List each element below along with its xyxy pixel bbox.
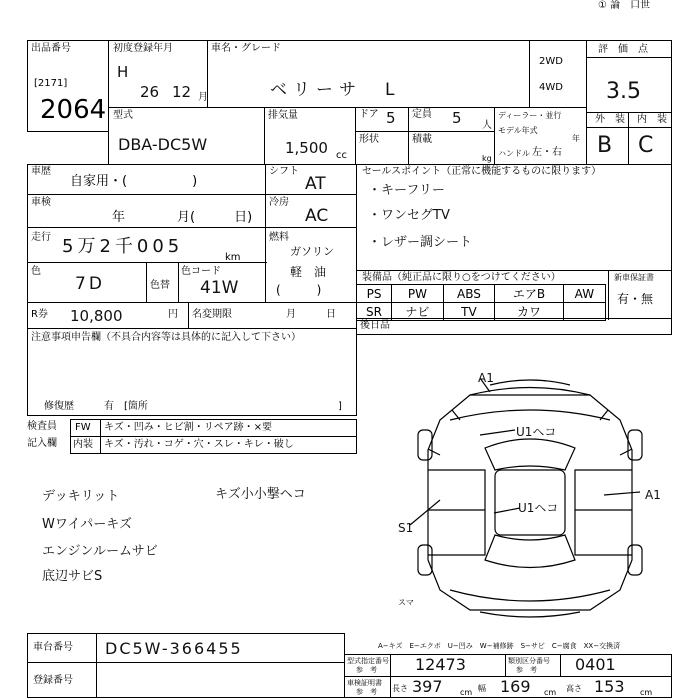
year: 26: [140, 83, 160, 101]
handle-value: 左・右: [532, 147, 562, 158]
notes-label: 注意事項申告欄（不具合内容等は具体的に記入して下さい）: [31, 332, 301, 343]
inspection-label: 車検: [31, 197, 51, 208]
color-value: 7D: [75, 274, 105, 294]
type-value: DBA-DC5W: [118, 135, 208, 154]
repair-close: ]: [338, 401, 342, 412]
length-unit: cm: [460, 688, 473, 697]
mileage-unit: km: [225, 252, 241, 263]
recycle-unit: 円: [168, 309, 178, 320]
reg-year-label: 初度登録年月: [113, 43, 173, 54]
interior-value: C: [638, 133, 654, 158]
year-unit: 年: [572, 134, 580, 143]
height-unit: cm: [640, 688, 653, 697]
load-unit: kg: [482, 154, 492, 163]
warranty-label: 新車保証書: [614, 273, 654, 282]
equip-abs: ABS: [443, 285, 494, 303]
retrofit-label: 後日品: [360, 320, 390, 331]
bracket-code: [2171]: [34, 78, 68, 89]
length-value: 397: [412, 677, 443, 696]
color-code-label: 色コード: [181, 266, 221, 277]
model-year-label: モデル年式: [498, 126, 538, 135]
inspection-value: 年 月( 日): [112, 210, 253, 225]
fuel-gas: ガソリン: [290, 245, 334, 258]
type-label: 型式: [113, 110, 133, 121]
handwritten-note-2: Wワイパーキズ: [42, 517, 132, 532]
color-label: 色: [31, 266, 41, 277]
damage-mark-4: A1: [645, 488, 661, 502]
recycle-value: 10,800: [70, 307, 123, 325]
name-change-label: 名変期限: [192, 309, 232, 320]
equip-sr: SR: [357, 303, 392, 321]
interior-inspect-items: キズ・汚れ・コゲ・穴・スレ・キレ・破し: [104, 439, 294, 450]
sales-point-2: ・ワンセグTV: [368, 208, 450, 223]
history-value: 自家用・( ): [70, 174, 198, 189]
equip-navi: ナビ: [392, 303, 444, 321]
chassis-label: 車台番号: [33, 642, 73, 653]
handwritten-note-1: デッキリット: [42, 489, 120, 504]
equip-tv: TV: [443, 303, 494, 321]
history-label: 車歴: [31, 166, 51, 177]
drive-4wd: 4WD: [539, 82, 563, 93]
fw-label: FW: [75, 422, 91, 433]
door-value: 5: [386, 109, 396, 127]
displacement-unit: cc: [336, 150, 347, 161]
damage-mark-2: U1ヘコ: [516, 425, 557, 439]
displacement-value: 1,500: [285, 139, 328, 157]
era: H: [117, 63, 129, 81]
type-cert-value: 12473: [415, 655, 466, 674]
tone-label: 色替: [150, 280, 170, 291]
width-value: 169: [500, 677, 531, 696]
dims-label: 車検証明書: [347, 679, 382, 687]
shift-label: シフト: [269, 166, 299, 177]
equip-airbag: エアB: [495, 285, 564, 303]
damage-legend: A−キズ E−エクボ U−凹み W−補修跡 S−サビ C−腐食 XX−交換済: [378, 642, 621, 650]
damage-mark-3: U1ヘコ: [518, 501, 559, 515]
chassis-value: DC5W-366455: [105, 639, 243, 658]
month-unit: 月: [198, 92, 208, 103]
height-label: 高さ: [566, 684, 582, 693]
class-value: 0401: [575, 655, 616, 674]
color-code-value: 41W: [200, 278, 239, 298]
ac-value: AC: [305, 206, 329, 226]
grade-label: 評 価 点: [598, 44, 648, 55]
recycle-label: R券: [31, 309, 48, 320]
equip-pw: PW: [392, 285, 444, 303]
month: 12: [172, 83, 192, 101]
equip-aw: AW: [563, 285, 605, 303]
door-label: ドア: [359, 109, 379, 120]
equip-ps: PS: [357, 285, 392, 303]
reg-label: 登録番号: [33, 675, 73, 686]
type-cert-label: 型式指定番号: [347, 657, 389, 665]
reg-box: [27, 662, 345, 698]
handwritten-note-4: 底辺サビS: [42, 569, 103, 584]
inspector-label-2: 記入欄: [27, 438, 57, 449]
displacement-label: 排気量: [268, 110, 298, 121]
lot-label: 出品番号: [31, 43, 71, 54]
fuel-label: 燃料: [269, 232, 289, 243]
ref-label-2: 参 考: [516, 666, 537, 674]
fw-items: キズ・凹み・ヒビ割・リペア跡・×要: [104, 422, 272, 433]
dealer-label: ディーラー・並行: [498, 111, 562, 120]
exterior-value: B: [597, 133, 613, 158]
mileage-label: 走行: [31, 232, 51, 243]
name-change-value: 月 日: [286, 309, 336, 320]
fuel-diesel: 軽 油: [290, 265, 327, 279]
seats-value: 5: [452, 109, 462, 127]
grade-value: 3.5: [606, 79, 641, 104]
width-unit: cm: [544, 688, 557, 697]
shape-label: 形状: [359, 134, 379, 145]
repair-label: 修復歴 有 [箇所: [44, 401, 148, 412]
mileage-value: 5万2千005: [62, 236, 184, 257]
fuel-other: ( ): [276, 283, 322, 297]
seats-unit: 人: [482, 120, 492, 131]
damage-mark-5: S1: [398, 521, 414, 535]
damage-mark-1: A1: [478, 371, 494, 385]
interior-label: 内 装: [637, 114, 667, 125]
height-value: 153: [594, 677, 625, 696]
handwritten-right: キズ小小撃ヘコ: [215, 487, 306, 502]
equipment-label: 装備品（純正品に限り○をつけてください）: [362, 272, 561, 283]
handle-label: ハンドル: [498, 149, 530, 158]
corner-text: ① 論 口世: [598, 0, 651, 11]
ref-label-1: 参 考: [356, 666, 377, 674]
length-label: 長さ: [392, 684, 408, 693]
width-label: 幅: [478, 684, 486, 693]
sales-point-1: ・キーフリー: [368, 183, 445, 198]
warranty-value: 有・無: [617, 292, 654, 306]
class-label: 類別区分番号: [508, 657, 550, 665]
sales-points-label: セールスポイント（正常に機能するものに限ります）: [362, 166, 602, 177]
ref-label-3: 参 考: [356, 688, 377, 696]
seats-label: 定員: [412, 109, 432, 120]
exterior-label: 外 装: [595, 114, 625, 125]
handwritten-note-3: エンジンルームサビ: [42, 544, 158, 559]
model-label: 車名・グレード: [211, 43, 281, 54]
lot-number: 2064: [40, 95, 107, 125]
diagram-bottom-label: スマ: [398, 598, 414, 607]
ac-label: 冷房: [269, 197, 289, 208]
interior-inspect-label: 内装: [73, 439, 93, 450]
load-label: 積載: [412, 134, 432, 145]
drive-2wd: 2WD: [539, 56, 563, 67]
equip-leather: カワ: [495, 303, 564, 321]
shift-value: AT: [305, 174, 326, 194]
model-value: ベリーサ L: [270, 80, 401, 100]
sales-point-3: ・レザー調シート: [368, 235, 473, 250]
inspector-label-1: 検査員: [27, 421, 57, 432]
